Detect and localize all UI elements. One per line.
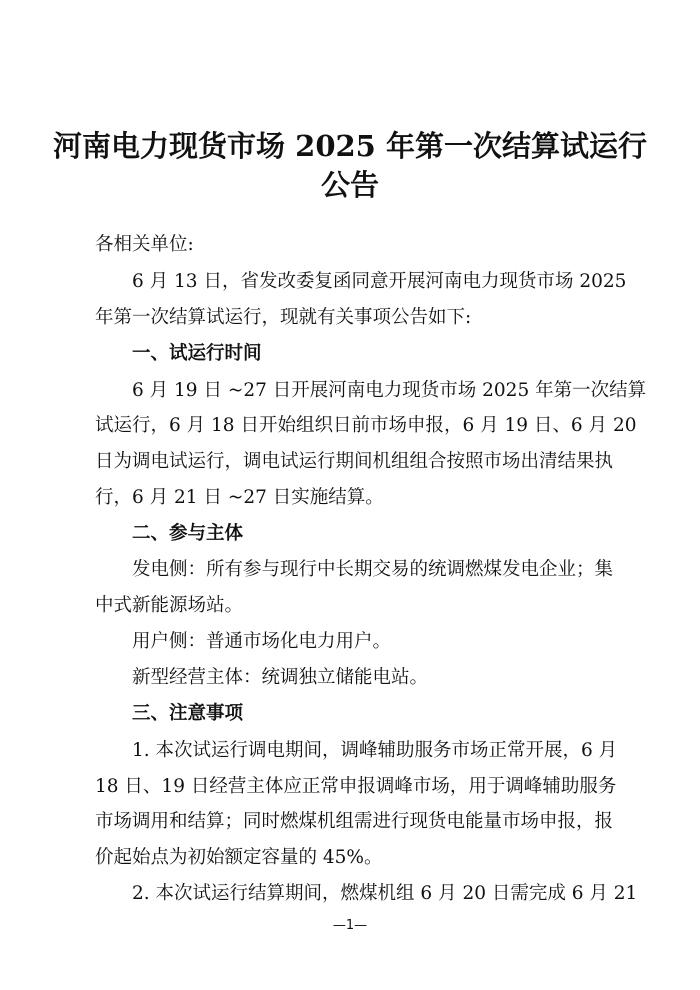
- section-2-heading: 二、参与主体: [132, 523, 244, 544]
- section-2-line-2: 中式新能源场站。: [95, 595, 244, 616]
- section-3-line-5: 2. 本次试运行结算期间，燃煤机组 6 月 20 日需完成 6 月 21: [132, 883, 638, 904]
- page-number: —1—: [332, 918, 368, 933]
- section-3-line-1: 1. 本次试运行调电期间，调峰辅助服务市场正常开展，6 月: [132, 740, 618, 761]
- section-2-line-3: 用户侧：普通市场化电力用户。: [132, 631, 392, 652]
- section-3-line-3: 市场调用和结算；同时燃煤机组需进行现货电能量市场申报，报: [95, 811, 614, 832]
- section-1-line-2: 试运行，6 月 18 日开始组织日前市场申报，6 月 19 日、6 月 20: [95, 415, 637, 436]
- salutation: 各相关单位:: [95, 234, 194, 255]
- section-3-line-4: 价起始点为初始额定容量的 45%。: [95, 847, 383, 868]
- document-title-line-2: 公告: [320, 168, 379, 202]
- section-1-line-1: 6 月 19 日 ~27 日开展河南电力现货市场 2025 年第一次结算: [132, 380, 647, 401]
- section-1-line-4: 行，6 月 21 日 ~27 日实施结算。: [95, 487, 384, 508]
- intro-line-2: 年第一次结算试运行，现就有关事项公告如下:: [95, 307, 472, 328]
- intro-line-1: 6 月 13 日，省发改委复函同意开展河南电力现货市场 2025: [132, 271, 627, 292]
- section-3-heading: 三、注意事项: [132, 703, 244, 724]
- section-3-line-2: 18 日、19 日经营主体应正常申报调峰市场，用于调峰辅助服务: [95, 776, 617, 797]
- section-2-line-1: 发电侧：所有参与现行中长期交易的统调燃煤发电企业；集: [132, 559, 614, 580]
- section-1-heading: 一、试运行时间: [132, 343, 262, 364]
- section-2-line-4: 新型经营主体：统调独立储能电站。: [132, 667, 429, 688]
- document-title-line-1: 河南电力现货市场 2025 年第一次结算试运行: [53, 129, 647, 163]
- section-1-line-3: 日为调电试运行，调电试运行期间机组组合按照市场出清结果执: [95, 451, 614, 472]
